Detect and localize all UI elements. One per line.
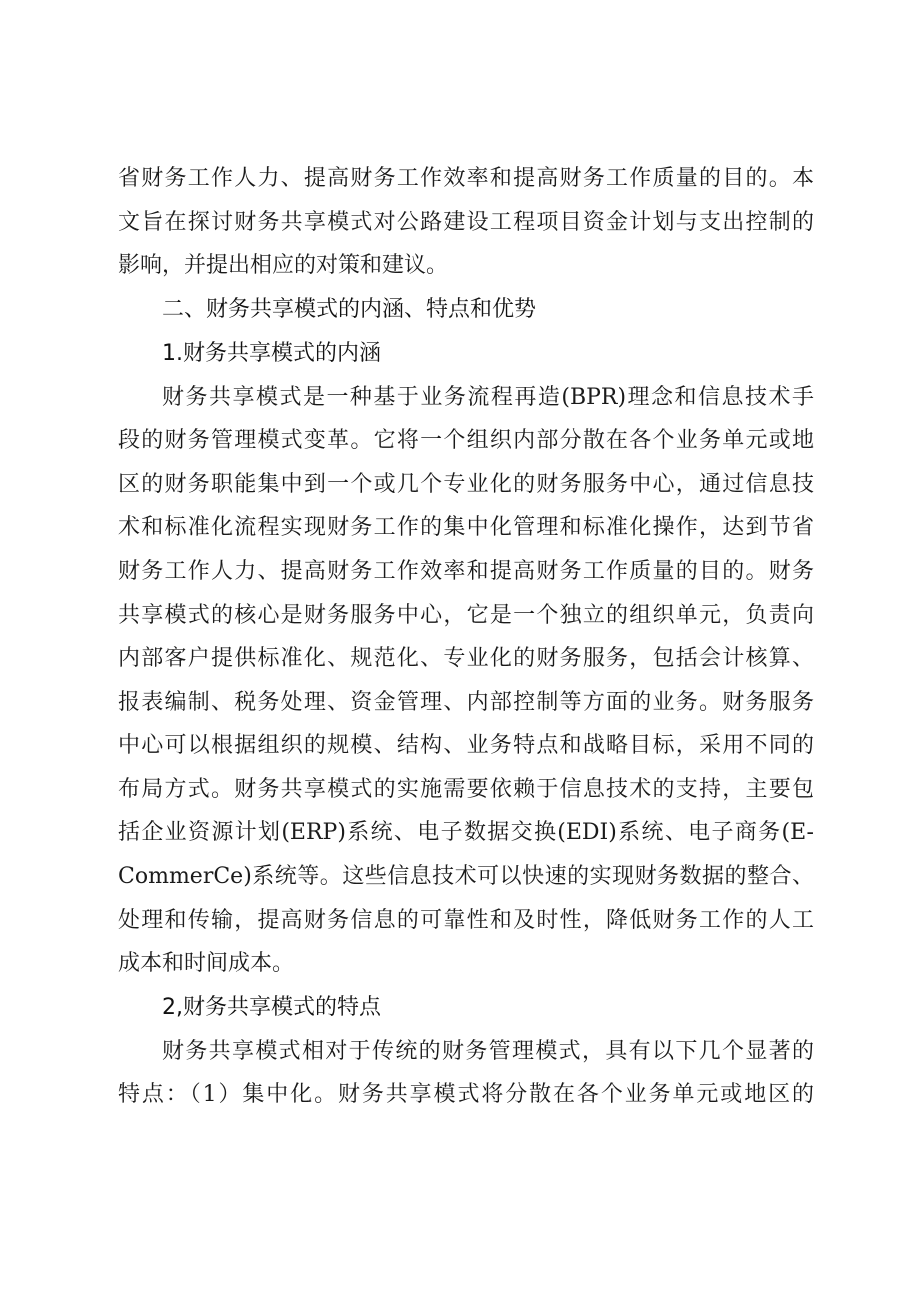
paragraph-line: 财务工作人力、提高财务工作效率和提高财务工作质量的目的。财务 (118, 559, 814, 584)
paragraph-line: CommerCe)系统等。这些信息技术可以快速的实现财务数据的整合、 (118, 864, 814, 889)
section-heading: 二、财务共享模式的内涵、特点和优势 (162, 297, 537, 322)
paragraph-line: 文旨在探讨财务共享模式对公路建设工程项目资金计划与支出控制的 (118, 210, 814, 235)
paragraph-line: 报表编制、税务处理、资金管理、内部控制等方面的业务。财务服务 (118, 690, 814, 715)
paragraph-line: 布局方式。财务共享模式的实施需要依赖于信息技术的支持，主要包 (118, 777, 814, 802)
subsection-heading: 1.财务共享模式的内涵 (162, 341, 381, 366)
paragraph-line: 省财务工作人力、提高财务工作效率和提高财务工作质量的目的。本 (118, 166, 814, 191)
paragraph-line: 特点：（1）集中化。财务共享模式将分散在各个业务单元或地区的 (118, 1082, 814, 1107)
subsection-heading: 2,财务共享模式的特点 (162, 995, 381, 1020)
paragraph-line: 段的财务管理模式变革。它将一个组织内部分散在各个业务单元或地 (118, 428, 814, 453)
paragraph-line: 影响，并提出相应的对策和建议。 (118, 253, 449, 278)
paragraph-line: 处理和传输，提高财务信息的可靠性和及时性，降低财务工作的人工 (118, 908, 814, 933)
paragraph-line: 括企业资源计划(ERP)系统、电子数据交换(EDI)系统、电子商务(E- (118, 820, 814, 845)
paragraph-line: 财务共享模式是一种基于业务流程再造(BPR)理念和信息技术手 (162, 385, 814, 410)
paragraph-line: 财务共享模式相对于传统的财务管理模式，具有以下几个显著的 (162, 1039, 814, 1064)
paragraph-line: 成本和时间成本。 (118, 951, 295, 976)
paragraph-line: 中心可以根据组织的规模、结构、业务特点和战略目标，采用不同的 (118, 733, 814, 758)
paragraph-line: 术和标准化流程实现财务工作的集中化管理和标准化操作，达到节省 (118, 515, 814, 540)
paragraph-line: 内部客户提供标准化、规范化、专业化的财务服务，包括会计核算、 (118, 646, 814, 671)
paragraph-line: 共享模式的核心是财务服务中心，它是一个独立的组织单元，负责向 (118, 603, 814, 628)
paragraph-line: 区的财务职能集中到一个或几个专业化的财务服务中心，通过信息技 (118, 472, 814, 497)
